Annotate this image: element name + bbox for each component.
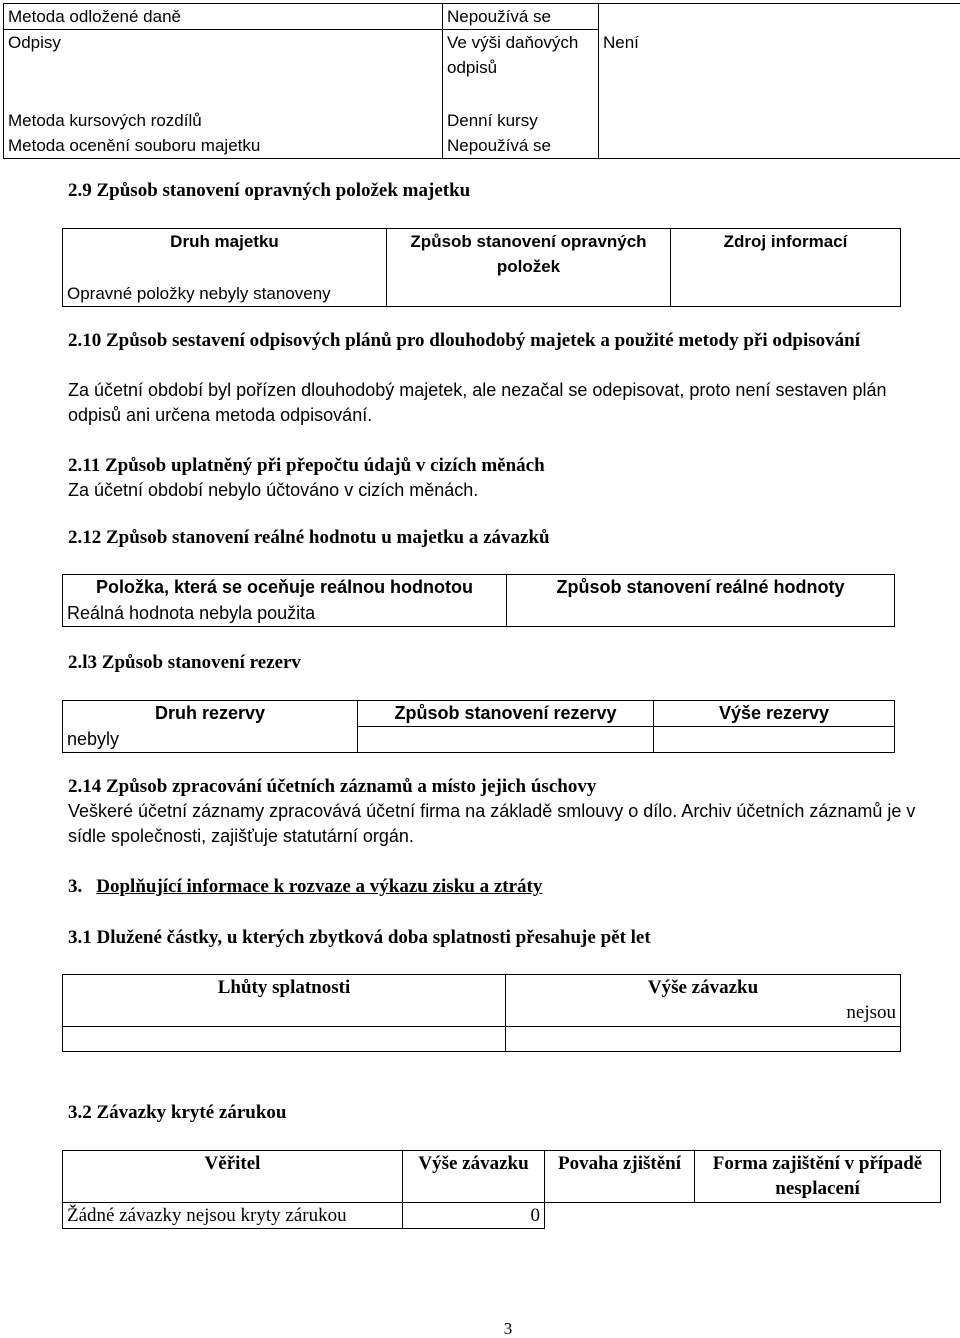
col-vyse-zavazku: Výše závazku — [506, 975, 901, 1001]
heading-3-number: 3. — [68, 876, 82, 897]
method-value: Nepoužívá se — [443, 4, 599, 30]
value-nejsou: nejsou — [506, 1000, 901, 1026]
col-druh-majetku: Druh majetku — [63, 229, 387, 281]
row-opravne-polozky: Opravné položky nebyly stanoveny — [63, 281, 387, 307]
method-label: Odpisy — [4, 30, 443, 108]
heading-2-12: 2.12 Způsob stanovení reálné hodnotu u majetku a závazků — [68, 525, 550, 550]
row-nebyly: nebyly — [63, 727, 358, 753]
heading-3-title: Doplňující informace k rozvaze a výkazu zisku a ztráty — [96, 876, 542, 897]
table-2-9 — [62, 228, 901, 307]
method-value: Ve výši daňových odpisů — [443, 30, 599, 108]
method-label: Metoda kursových rozdílů — [4, 108, 443, 133]
col-zpusob-stanoveni-realne: Způsob stanovení reálné hodnoty — [507, 575, 895, 627]
row-zadne-zavazky: Žádné závazky nejsou kryty zárukou — [63, 1203, 403, 1229]
heading-2-11: 2.11 Způsob uplatněný při přepočtu údajů v cizích měnách — [68, 453, 545, 478]
method-value: Nepoužívá se — [443, 133, 599, 159]
top-methods-table — [3, 3, 960, 159]
table-2-13 — [62, 700, 895, 753]
method-label: Metoda odložené daně — [4, 4, 443, 30]
table-3-1 — [62, 974, 901, 1052]
col-vyse-zavazku: Výše závazku — [403, 1151, 545, 1203]
col-forma-zajisteni: Forma zajištění v případě nesplacení — [695, 1151, 941, 1203]
method-label: Metoda ocenění souboru majetku — [4, 133, 443, 159]
text-2-11: Za účetní období nebylo účtováno v cizích měnách. — [68, 478, 478, 503]
col-veritel: Věřitel — [63, 1151, 403, 1203]
heading-2-14: 2.14 Způsob zpracování účetních záznamů a místo jejich úschovy — [68, 774, 596, 799]
col-zpusob-rezervy: Způsob stanovení rezervy — [358, 701, 654, 727]
col-druh-rezervy: Druh rezervy — [63, 701, 358, 727]
method-side-value: Není — [599, 30, 960, 159]
col-vyse-rezervy: Výše rezervy — [654, 701, 895, 727]
heading-2-9: 2.9 Způsob stanovení opravných položek majetku — [68, 178, 470, 203]
table-2-12 — [62, 574, 895, 627]
heading-3-1: 3.1 Dlužené částky, u kterých zbytková doba splatnosti přesahuje pět let — [68, 925, 651, 950]
table-3-2 — [62, 1150, 941, 1229]
text-2-14: Veškeré účetní záznamy zpracovává účetní firma na základě smlouvy o dílo. Archiv účetních záznamů je v sídle společnosti, zajišťuje statutární orgán. — [68, 799, 928, 849]
text-2-10: Za účetní období byl pořízen dlouhodobý majetek, ale nezačal se odepisovat, proto není sestaven plán odpisů ani určena metoda odpisování. — [68, 378, 928, 428]
col-povaha-zjisteni: Povaha zjištění — [545, 1151, 695, 1203]
col-polozka: Položka, která se oceňuje reálnou hodnotou — [63, 575, 507, 601]
method-value: Denní kursy — [443, 108, 599, 133]
row-realna-hodnota: Reálná hodnota nebyla použita — [63, 601, 507, 627]
page-number: 3 — [0, 1320, 960, 1337]
heading-2-10: 2.10 Způsob sestavení odpisových plánů pro dlouhodobý majetek a použité metody při odpisování — [68, 328, 908, 353]
heading-2-13: 2.l3 Způsob stanovení rezerv — [68, 650, 301, 675]
heading-3 — [68, 874, 542, 899]
value-zero: 0 — [403, 1203, 545, 1229]
col-zpusob-stanoveni: Způsob stanovení opravných položek — [387, 229, 671, 307]
heading-3-2: 3.2 Závazky kryté zárukou — [68, 1100, 287, 1125]
col-zdroj-informaci: Zdroj informací — [671, 229, 901, 307]
col-lhuty-splatnosti: Lhůty splatnosti — [63, 975, 506, 1001]
